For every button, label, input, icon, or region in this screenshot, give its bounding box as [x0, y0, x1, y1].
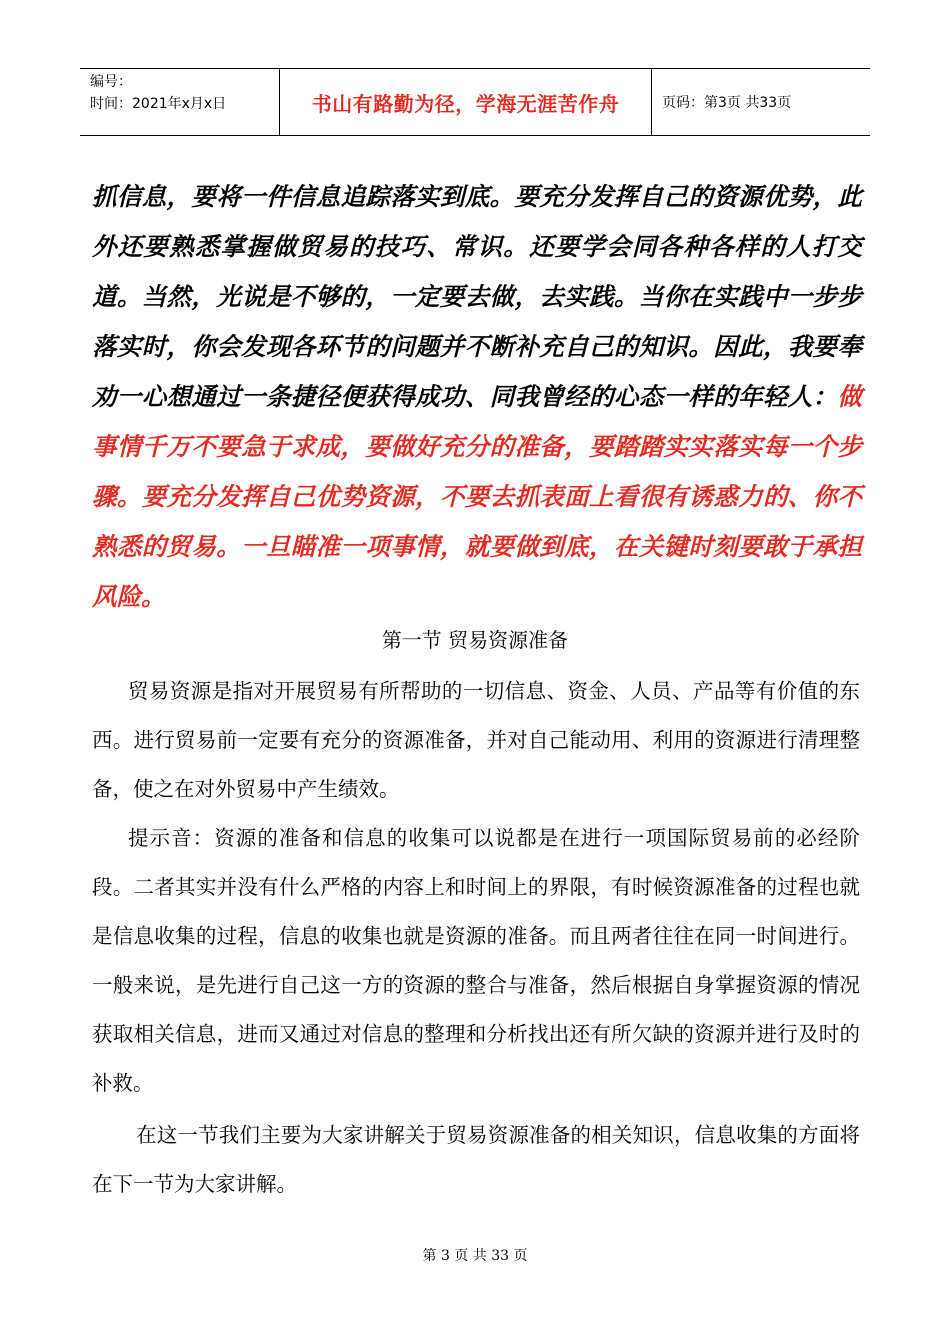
- document-number-label: 编号：: [90, 74, 132, 90]
- page-footer: 第 3 页 共 33 页: [422, 1248, 528, 1264]
- intro-red-text: 做事情千万不要急于求成，要做好充分的准备，要踏踏实实落实每一个步骤。要充分发挥自己优势资源，不要去抓表面上看很有诱惑力的、你不熟悉的贸易。一旦瞄准一项事情，就要做到底，在关键时刻要敢于承担风险。: [92, 382, 862, 611]
- section-title: 第一节 贸易资源准备: [381, 628, 569, 652]
- document-time-label: 时间：2021年x月x日: [90, 96, 227, 112]
- paragraph-tip: 提示音：资源的准备和信息的收集可以说都是在进行一项国际贸易前的必经阶段。二者其实并没有什么严格的内容上和时间上的界限，有时候资源准备的过程也就是信息收集的过程，信息的收集也就是资源的准备。而且两者往往在同一时间进行。一般来说，是先进行自己这一方的资源的整合与准备，然后根据自身掌握资源的情况获取相关信息，进而又通过对信息的整理和分析找出还有所欠缺的资源并进行及时的补救。: [92, 826, 860, 1095]
- intro-paragraph: [92, 172, 862, 622]
- page-header: [80, 68, 870, 136]
- header-page-number: 页码：第3页 共33页: [662, 95, 792, 111]
- header-meta: [80, 69, 280, 135]
- paragraph-section-scope: 在这一节我们主要为大家讲解关于贸易资源准备的相关知识，信息收集的方面将在下一节为大家讲解。: [92, 1123, 860, 1196]
- paragraph-definition: 贸易资源是指对开展贸易有所帮助的一切信息、资金、人员、产品等有价值的东西。进行贸易前一定要有充分的资源准备，并对自己能动用、利用的资源进行清理整备，使之在对外贸易中产生绩效。: [92, 679, 860, 801]
- intro-black-text: 抓信息，要将一件信息追踪落实到底。要充分发挥自己的资源优势，此外还要熟悉掌握做贸易的技巧、常识。还要学会同各种各样的人打交道。当然，光说是不够的，一定要去做，去实践。当你在实践中一步步落实时，你会发现各环节的问题并不断补充自己的知识。因此，我要奉劝一心想通过一条捷径便获得成功、同我曾经的心态一样的年轻人：: [92, 182, 862, 411]
- header-motto: 书山有路勤为径，学海无涯苦作舟: [280, 69, 652, 135]
